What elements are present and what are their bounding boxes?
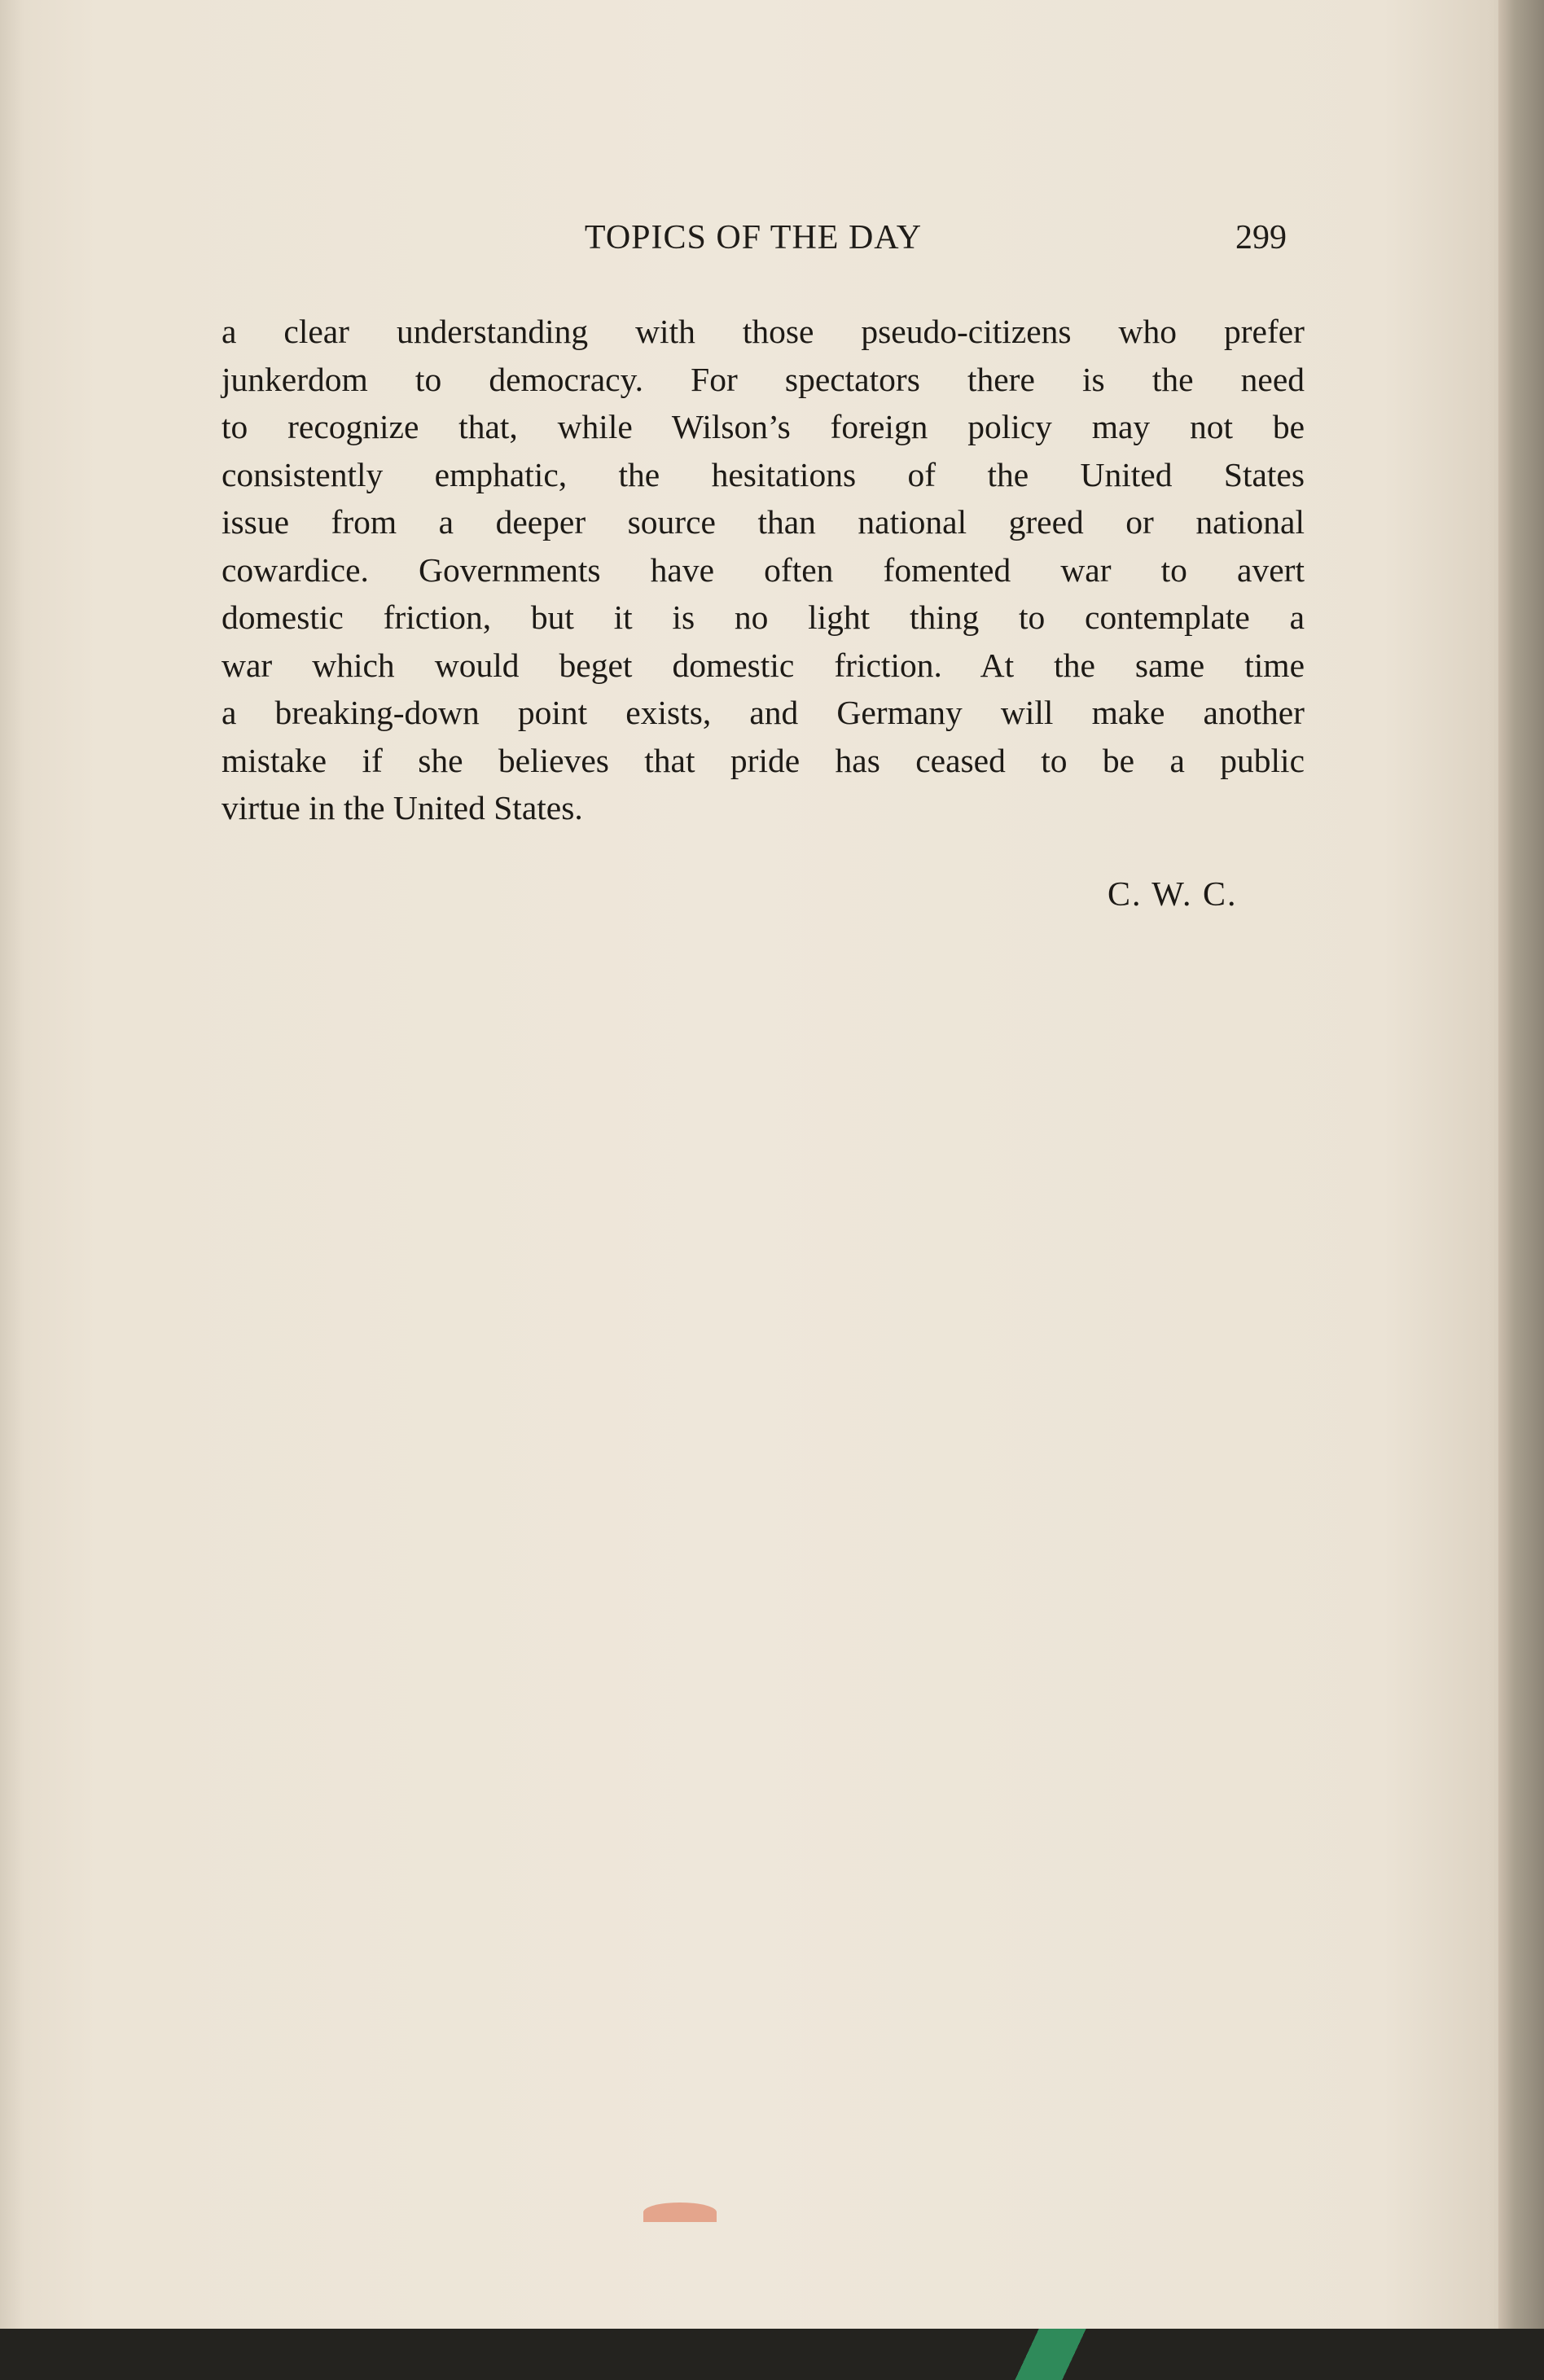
- body-paragraph: [222, 308, 1305, 832]
- background-surface: [0, 2329, 1544, 2380]
- background-stripe: [945, 2329, 1156, 2380]
- running-title: TOPICS OF THE DAY: [584, 219, 923, 256]
- page-edge-shadow: [1498, 0, 1544, 2380]
- text-line: cowardice. Governments have often fomented war to avert: [222, 550, 1305, 589]
- text-line: junkerdom to democracy. For spectators there is the need: [222, 360, 1305, 398]
- running-header: [220, 218, 1287, 267]
- text-line: domestic friction, but it is no light thing to contemplate a: [222, 598, 1305, 636]
- page-stain: [643, 2202, 717, 2222]
- text-line: issue from a deeper source than national greed or national: [222, 503, 1305, 541]
- author-signature: C. W. C.: [1108, 876, 1238, 914]
- show-through-text: [236, 896, 1311, 1628]
- page-number: 299: [1235, 219, 1287, 256]
- text-line: consistently emphatic, the hesitations of the United States: [222, 455, 1305, 493]
- text-line: to recognize that, while Wilson’s foreign policy may not be: [222, 408, 1305, 445]
- text-line: virtue in the United States.: [222, 789, 583, 826]
- text-line: a clear understanding with those pseudo-citizens who prefer: [222, 313, 1305, 350]
- text-line: mistake if she believes that pride has ceased to be a public: [222, 741, 1305, 779]
- text-line: war which would beget domestic friction. At the same time: [222, 646, 1305, 684]
- text-line: a breaking-down point exists, and Germany will make another: [222, 694, 1305, 731]
